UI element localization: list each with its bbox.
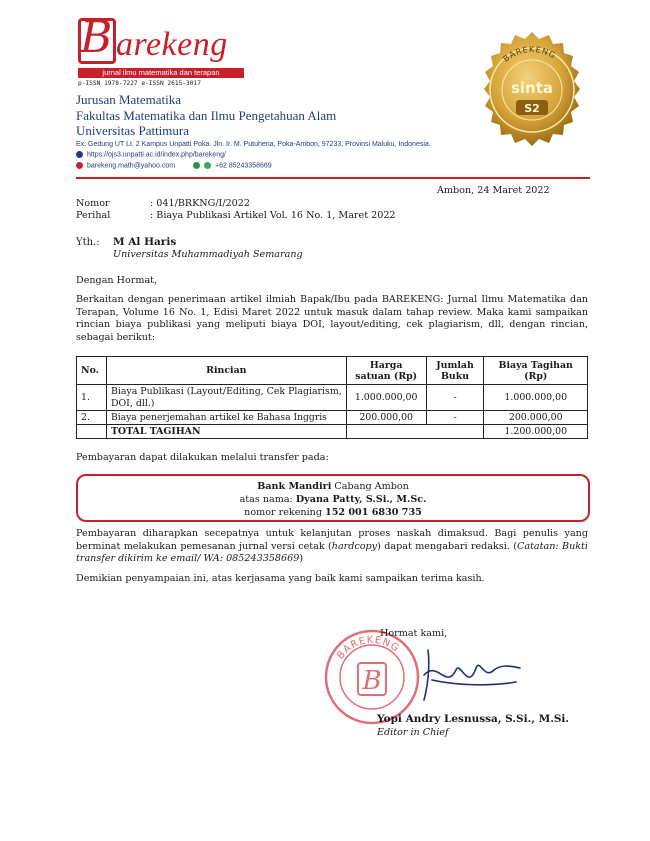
institution-address: Ex. Gedung UT Lt. 2 Kampus Unpatti Poka. Jln. Ir. M. Putuhena, Poka-Ambon, 97233, Provinsi Maluku, Indonesia. (76, 141, 431, 148)
table-header-row (77, 357, 588, 385)
thanks-line: Demikian penyampaian ini, atas kerjasama yang baik kami sampaikan terima kasih. (76, 573, 485, 584)
logo-wordmark: arekeng (116, 26, 228, 63)
holder-line (78, 493, 588, 506)
table-row (77, 385, 588, 411)
billing-table (76, 356, 588, 439)
institution-faculty: Fakultas Matematika dan Ilmu Pengetahuan Alam (76, 108, 337, 123)
institution-university: Universitas Pattimura (76, 123, 190, 138)
logo-initial: B (80, 12, 113, 63)
nomor-value: : 041/BRKNG/I/2022 (150, 198, 250, 209)
total-spacer (77, 425, 107, 439)
stamp-text: BAREKENG (335, 634, 402, 662)
row-desc: Biaya penerjemahan artikel ke Bahasa Inggris (106, 411, 346, 425)
seal-brand: sinta (510, 79, 554, 97)
signer-name: Yopi Andry Lesnussa, S.Si., M.Si. (377, 713, 570, 725)
barekeng-logo (78, 12, 244, 88)
closing-text-3: ) (299, 553, 304, 565)
table-total-row (77, 425, 588, 439)
account-label: nomor rekening (244, 507, 326, 518)
email-link[interactable]: barekeng.math@yahoo.com (87, 162, 176, 170)
account-line (78, 506, 588, 519)
table-row (77, 411, 588, 425)
total-value: 1.200.000,00 (484, 425, 588, 439)
perihal-label: Perihal (76, 210, 111, 221)
holder-label: atas nama: (239, 494, 296, 505)
total-empty-1 (346, 425, 426, 439)
seal-rank: S2 (524, 102, 540, 115)
recipient-name: M Al Haris (113, 236, 177, 248)
seal-title: BAREKENG (501, 44, 558, 64)
row-no: 1. (77, 385, 107, 411)
logo-tagline: jurnal ilmu matematika dan terapan (78, 68, 244, 78)
row-total: 200.000,00 (484, 411, 588, 425)
letter-date: Ambon, 24 Maret 2022 (437, 185, 550, 196)
greeting: Dengan Hormat, (76, 275, 158, 286)
closing-note: Catatan: Bukti transfer dikirim ke email/ WA: 085243358669 (76, 540, 588, 565)
row-desc: Biaya Publikasi (Layout/Editing, Cek Plagiarism, DOI, dll.) (106, 385, 346, 411)
holder-name: Dyana Patty, S.Si., M.Sc. (295, 494, 427, 505)
header-harga: Harga satuan (Rp) (346, 357, 426, 385)
row-no: 2. (77, 411, 107, 425)
closing-text-2: ) dapat mengabari redaksi. ( (377, 540, 518, 552)
yth-label: Yth.: (76, 237, 100, 248)
website-line (76, 151, 226, 158)
header-biaya: Biaya Tagihan (Rp) (484, 357, 588, 385)
whatsapp-icon (204, 162, 211, 169)
closing-text-1: Pembayaran diharapkan secepatnya untuk kelanjutan proses naskah dimaksud. Bagi penulis yang berminat melakukan pemesanan jurnal versi cetak ( (76, 528, 588, 552)
phone-icon (193, 162, 200, 169)
globe-icon (76, 151, 83, 158)
handwritten-signature (398, 630, 528, 710)
header-jumlah: Jumlah Buku (426, 357, 484, 385)
payment-intro: Pembayaran dapat dilakukan melalui transfer pada: (76, 452, 329, 463)
nomor-label: Nomor (76, 198, 110, 209)
sinta-seal (472, 30, 592, 150)
bank-info-box (76, 474, 590, 522)
signer-title: Editor in Chief (377, 727, 449, 738)
row-total: 1.000.000,00 (484, 385, 588, 411)
row-price: 200.000,00 (346, 411, 426, 425)
mail-icon (76, 162, 83, 169)
stamp-initial: B (362, 666, 382, 696)
row-qty: - (426, 411, 484, 425)
row-price: 1.000.000,00 (346, 385, 426, 411)
bank-name: Bank Mandiri (257, 481, 332, 492)
closing-paragraph (76, 528, 588, 566)
total-empty-2 (426, 425, 484, 439)
closing-hardcopy: hardcopy (331, 540, 378, 552)
header-rincian: Rincian (106, 357, 346, 385)
intro-paragraph: Berkaitan dengan penerimaan artikel ilmiah Bapak/Ibu pada BAREKENG: Jurnal Ilmu Matematika dan Terapan, Volume 16 No. 1, Edisi Maret 2022 untuk masuk dalam tahap review. Maka kami sampaikan rincian biaya publikasi yang meliputi biaya DOI, layout/editing, cek plagiarism, dll, dengan rincian, sebagai berikut: (76, 294, 588, 343)
header-divider (76, 177, 590, 179)
header-no: No. (77, 357, 107, 385)
bank-line (78, 480, 588, 493)
institution-department: Jurusan Matematika (76, 92, 182, 107)
logo-issn: p-ISSN 1978-7227 e-ISSN 2615-3017 (78, 80, 201, 87)
contact-line (76, 162, 272, 169)
bank-branch: Cabang Ambon (331, 481, 409, 492)
total-label: TOTAL TAGIHAN (106, 425, 346, 439)
regards-line: Hormat kami, (380, 628, 448, 639)
row-qty: - (426, 385, 484, 411)
account-number: 152 001 6830 735 (325, 507, 422, 518)
recipient-affiliation: Universitas Muhammadiyah Semarang (113, 249, 303, 260)
phone-number: +62 85243358669 (215, 162, 272, 170)
perihal-value: : Biaya Publikasi Artikel Vol. 16 No. 1, Maret 2022 (150, 210, 396, 221)
website-link[interactable]: https://ojs3.unpatti.ac.id/index.php/barekeng/ (87, 151, 226, 159)
